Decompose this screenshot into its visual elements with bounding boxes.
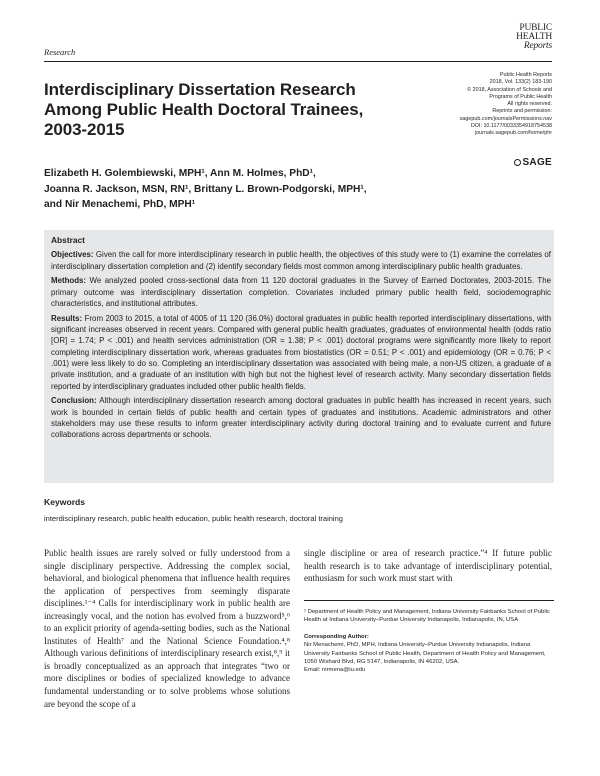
section-label: Research [44, 47, 76, 57]
sage-circle-icon [514, 159, 521, 166]
logo-line: HEALTH [516, 32, 552, 42]
keywords-list: interdisciplinary research, public health education, public health research, doctoral training [44, 514, 343, 523]
corresponding-author-heading: Corresponding Author: [304, 633, 369, 640]
corresponding-author-text: Nir Menachemi, PhD, MPH, Indiana University–Purdue University Indianapolis, Indiana University Fairbanks School of Public Health, Department of Health Policy and Management, 1050 Wishard Blvd, RG 5147, Indianapolis, IN 46202, USA. [304, 642, 546, 666]
abstract-label: Results: [51, 313, 83, 323]
body-text-right-column: single discipline or area of research practice.”⁴ If future public health research is to take advantage of interdisciplinary potential, enthusiasm for such work must start with [304, 548, 552, 584]
article-title: Interdisciplinary Dissertation Research Among Public Health Doctoral Trainees, 2003-2015 [44, 80, 364, 139]
author-line: Elizabeth H. Golembiewski, MPH¹, Ann M. Holmes, PhD¹, [44, 168, 316, 179]
abstract-objectives [51, 249, 551, 272]
abstract-heading: Abstract [51, 235, 85, 245]
logo-line: PUBLIC [519, 23, 552, 33]
abstract [51, 235, 551, 444]
abstract-text: We analyzed pooled cross-sectional data from 11 120 doctoral graduates in the Survey of Earned Doctorates, 2003-2015. The primary outcome was interdisciplinary dissertation completion. Covariates included primary public health field, sociodemographic characteristics, and institutional attributes. [51, 276, 551, 308]
publisher-logo [514, 157, 552, 168]
body-text-left-column: Public health issues are rarely solved or fully understood from a single disciplinary perspective. Addressing the complex social, behavioral, and biological phenomena that influence health requires the application of perspectives from seemingly disparate disciplines.¹⁻⁴ Calls for interdisciplinary work in public health are increasingly vocal, and the notion has evolved from a buzzword⁵,⁶ to an explicit priority of agenda-setting bodies, such as the National Institutes of Health⁷ and the National Science Foundation.⁴,⁸ Although various definitions of interdisciplinary research exist,⁸,⁹ it is broadly conceptualized as an approach that integrates “two or more disciplines or bodies of specialized knowledge to advance fundamental understanding or to solve problems whose solutions are beyond the scope of a [44, 548, 290, 709]
journal-home-link[interactable]: journals.sagepub.com/home/phr [474, 130, 552, 137]
abstract-label: Methods: [51, 276, 87, 286]
abstract-label: Conclusion: [51, 396, 97, 406]
abstract-label: Objectives: [51, 250, 94, 260]
abstract-text: From 2003 to 2015, a total of 4005 of 11 120 (36.0%) doctoral graduates in public health reported interdisciplinary dissertations, with significant increases observed in recent years. Compared with general public health graduates, graduates of environmental health (odds ratio [OR] = 1.74; P < .001) and health services administration (OR = 1.38; P < .001) doctoral programs were significantly more likely to report completing interdisciplinary dissertation work, whereas graduates from biostatistics (OR = 0.51; P < .001) and epidemiology (OR = 0.76; P < .001) were less likely to do so. Completing an interdisciplinary dissertation was associated with being male, a non-US citizen, a graduate of a private institution, and a graduate of an institution with high but not the highest level of research activity. Many secondary dissertation fields reported by interdisciplinary graduates included other public health fields. [51, 313, 551, 391]
logo-line: Reports [523, 41, 552, 51]
reprints-line: Reprints and permission: [492, 108, 552, 115]
publication-info [402, 72, 552, 138]
corresponding-email[interactable]: Email: nirmena@iu.edu [304, 667, 366, 674]
footnotes [304, 608, 552, 675]
journal-name: Public Health Reports [499, 72, 552, 78]
permissions-link[interactable]: sagepub.com/journalsPermissions.nav [459, 115, 552, 122]
copyright-line: © 2018, Association of Schools and [467, 86, 552, 93]
abstract-text: Given the call for more interdisciplinary research in public health, the objectives of this study were to (1) examine the correlates of interdisciplinary dissertation completion and (2) identify secondary fields most common among interdisciplinary public health graduates. [51, 250, 551, 271]
abstract-methods [51, 275, 551, 309]
volume-info: 2018, Vol. 133(2) 183-190 [489, 79, 552, 86]
footnote-rule [304, 600, 554, 601]
abstract-text: Although interdisciplinary dissertation research among doctoral graduates in public health has increased in recent years, such work is bounded in certain fields of public health and certain types of graduates and institutions. Academic administrators and other stakeholders may use these results to inform greater interdisciplinary activity during doctoral training and to evaluate current and future collaborations across departments or schools. [51, 396, 551, 440]
author-list [44, 166, 484, 213]
affiliation-footnote: ¹ Department of Health Policy and Management, Indiana University Fairbanks School of Public Health at Indiana University–Purdue University Indianapolis, Indianapolis, IN, USA [304, 609, 550, 624]
author-line: and Nir Menachemi, PhD, MPH¹ [44, 199, 196, 210]
copyright-line: Programs of Public Health [489, 93, 552, 100]
doi-link[interactable]: DOI: 10.1177/0033354918754538 [470, 123, 552, 130]
publisher-name: SAGE [522, 157, 552, 168]
rights-line: All rights reserved. [507, 101, 552, 108]
journal-logo [516, 24, 552, 51]
keywords-heading: Keywords [44, 497, 86, 507]
abstract-conclusion [51, 395, 551, 440]
abstract-results [51, 313, 551, 392]
author-line: Joanna R. Jackson, MSN, RN¹, Brittany L. Brown-Podgorski, MPH¹, [44, 183, 367, 195]
header-rule [44, 61, 552, 62]
